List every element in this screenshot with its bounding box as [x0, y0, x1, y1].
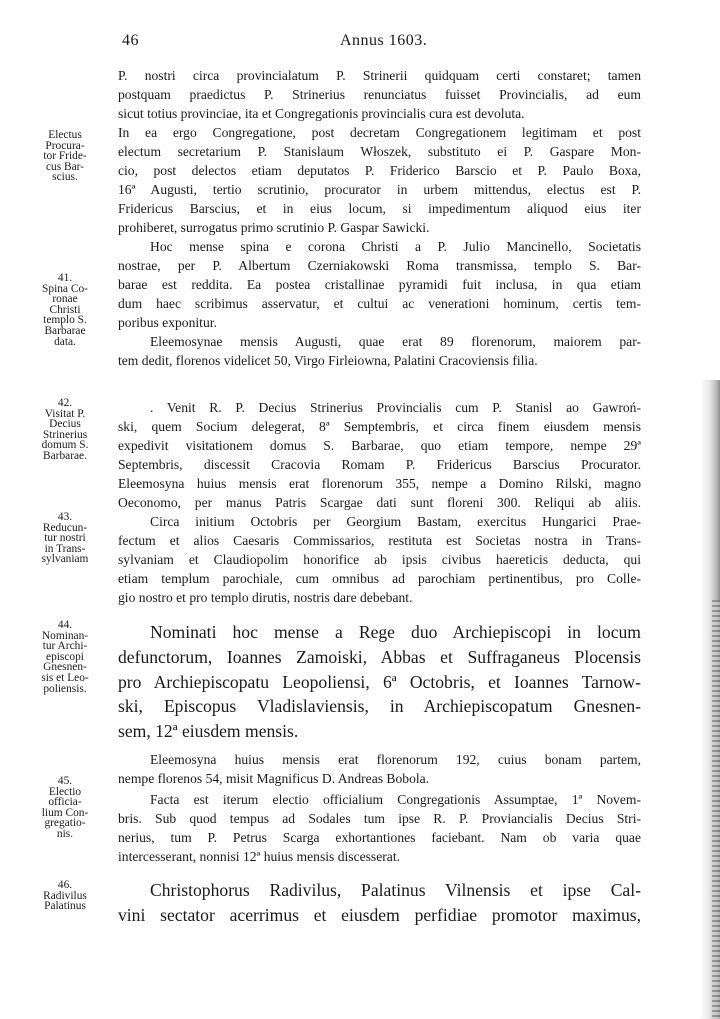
body-text	[118, 123, 641, 237]
text-line: Fridericus Barscius, et in eius locum, si impedimentum aliquod eius iter	[118, 201, 641, 216]
margin-note	[20, 776, 110, 840]
text-line: etiam templum parochiale, cum omnibus ad parochiam pertinentibus, pro Colle-	[118, 571, 641, 586]
margin-note-line: Strinerius	[42, 428, 88, 441]
margin-note-line: 44.	[57, 619, 73, 631]
text-line: P. nostri circa provincialatum P. Strinerii quidquam certi constaret; tamen	[118, 68, 641, 83]
margin-note-line: Decius	[49, 418, 81, 431]
margin-note-line: data.	[54, 335, 76, 348]
text-line: poribus exponitur.	[118, 315, 217, 330]
margin-note-line: Spina Co-	[42, 282, 88, 295]
text-line: pro Archiepiscopatu Leopoliensi, 6ª Octobris, et Ioannes Tarnow-	[118, 671, 641, 692]
body-text	[118, 398, 641, 512]
margin-note-line: Christi	[49, 303, 81, 316]
margin-note-line: Electio	[48, 785, 82, 798]
body-text	[118, 790, 641, 866]
margin-note-line: templo S.	[43, 314, 87, 327]
text-line: Eleemosyna huius mensis erat florenorum 355, nempe a Domino Rilski, magno	[118, 476, 641, 491]
margin-note	[20, 273, 110, 347]
margin-note-line: 41.	[57, 272, 73, 284]
text-line: dum haec scribimus asservatur, et cultui ac venerationi hominum, certis tem-	[118, 296, 641, 311]
text-line: Eleemosyna huius mensis erat florenorum 192, cuius bonam partem,	[150, 752, 641, 767]
body-text	[118, 237, 641, 370]
text-line: intercesserant, nonnisi 12ª huius mensis discesserat.	[118, 849, 400, 864]
text-line: nempe florenos 54, misit Magnificus D. Andreas Bobola.	[118, 771, 430, 786]
margin-note-line: 45.	[57, 775, 73, 787]
text-line: Hoc mense spina e corona Christi a P. Julio Mancinello, Societatis	[150, 239, 641, 254]
margin-note-line: Palatinus	[44, 900, 86, 913]
margin-note-line: Barbarae.	[43, 449, 87, 462]
margin-note-line: Procura-	[45, 139, 85, 152]
body-text	[118, 620, 641, 744]
text-line: sylvaniam et Claudiopolim honorifice ab ipsis civibus haereticis deducta, qui	[118, 552, 641, 567]
margin-note-line: domum S.	[41, 439, 89, 452]
text-line: tem dedit, florenos videlicet 50, Virgo Firleiowna, Palatini Cracoviensis filia.	[118, 353, 538, 368]
running-title: Annus 1603.	[340, 32, 428, 49]
margin-note-line: nis.	[56, 827, 74, 840]
text-line: expedivit visitationem domus S. Barbarae, quo etiam tempore, nempe 29ª	[118, 438, 641, 453]
text-line: Septembris, discessit Cracovia Romam P. Fridericus Barscius Procurator.	[118, 457, 641, 472]
text-line: Oeconomo, per manus Patris Scargae dati sunt floreni 300. Reliqui ab aliis.	[118, 495, 641, 510]
text-line: . Venit R. P. Decius Strinerius Provincialis cum P. Stanisl ao Gawroń-	[150, 400, 641, 415]
margin-note-line: 43.	[57, 511, 73, 523]
margin-note-line: sylvaniam	[41, 553, 89, 566]
body-text	[118, 66, 641, 123]
margin-note-line: tur Archi-	[42, 640, 88, 653]
page-edge-stack	[712, 600, 720, 1019]
page-number: 46	[122, 32, 139, 49]
text-line: sicut totius provinciae, ita et Congregationis provincialis cura est devoluta.	[118, 106, 525, 121]
margin-note-line: Radivilus	[43, 889, 87, 902]
margin-note-line: Electus	[48, 129, 82, 141]
margin-note-line: tur nostri	[44, 532, 86, 545]
text-line: bris. Sub quod tempus ad Sodales tum ipse R. P. Proviancialis Decius Stri-	[118, 811, 641, 826]
text-line: Circa initium Octobris per Georgium Bastam, exercitus Hungarici Prae-	[150, 514, 641, 529]
text-line: Facta est iterum electio officialium Congregationis Assumptae, 1ª Novem-	[150, 792, 641, 807]
body-text	[118, 750, 641, 788]
margin-note-line: Reducun-	[42, 521, 88, 534]
margin-note-line: 46.	[57, 879, 73, 891]
margin-note-line: Nominan-	[41, 629, 89, 642]
text-line: gio nostro et pro templo dirutis, nostris dare debebant.	[118, 590, 413, 605]
page-header	[122, 32, 642, 54]
text-line: vini sectator acerrimus et eiusdem perfidiae promotor maximus,	[118, 904, 641, 925]
margin-note-line: Barbarae	[44, 324, 86, 337]
margin-note-line: scius.	[52, 171, 78, 184]
margin-note-line: gregatio-	[44, 817, 86, 830]
text-line: nerius, tum P. Petrus Scarga exhortantiones faciebant. Nam ob varia quae	[118, 830, 641, 845]
text-line: In ea ergo Congregatione, post decretam Congregationem legitimam et post	[118, 125, 641, 140]
margin-note-line: ronae	[52, 293, 78, 306]
margin-note-line: lium Con-	[41, 806, 89, 819]
margin-note	[20, 512, 110, 565]
text-line: cio, post delectos etiam deputatos P. Friderico Barscio et P. Paulo Boxa,	[118, 163, 641, 178]
margin-note-line: Visitat P.	[44, 407, 86, 420]
text-line: Christophorus Radivilus, Palatinus Vilnensis et ipse Cal-	[150, 880, 641, 900]
text-line: Eleemosynae mensis Augusti, quae erat 89 florenorum, maiorem par-	[150, 334, 641, 349]
margin-note-line: cus Bar-	[45, 160, 85, 173]
margin-note	[20, 398, 110, 462]
margin-note-line: sis et Leo-	[41, 671, 89, 684]
text-line: fectum et alios Caesaris Commissarios, restituta est Societas nostra in Trans-	[118, 533, 641, 548]
text-line: postquam praedictus P. Strinerius renunciatus fuisset Provincialis, ad eum	[118, 87, 641, 102]
text-line: sem, 12ª eiusdem mensis.	[118, 721, 299, 742]
text-line: nostrae, per P. Albertum Czerniakowski Roma transmissa, templo S. Bar-	[118, 258, 641, 273]
text-line: defunctorum, Ioannes Zamoiski, Abbas et Suffraganeus Plocensis	[118, 646, 641, 667]
margin-note	[20, 130, 110, 183]
text-line: Nominati hoc mense a Rege duo Archiepiscopi in locum	[150, 622, 641, 642]
text-line: ski, Episcopus Vladislaviensis, in Archiepiscopatum Gnesnen-	[118, 696, 641, 717]
margin-note-line: in Trans-	[44, 542, 86, 555]
margin-note-line: officia-	[48, 796, 82, 809]
text-line: ski, quem Socium delegerat, 8ª Semptembris, et circa finem eiusdem mensis	[118, 419, 641, 434]
margin-note-line: 42.	[57, 397, 73, 409]
text-line: barae est reddita. Ea postea cristallinae pyramidi fuit inclusa, in qua etiam	[118, 277, 641, 292]
margin-note-line: episcopi	[46, 650, 84, 663]
body-text	[118, 512, 641, 607]
margin-note	[20, 620, 110, 694]
margin-note-line: Gnesnen-	[43, 661, 87, 674]
body-text	[118, 878, 641, 928]
margin-note-line: poliensis.	[43, 682, 87, 695]
margin-note-line: tor Fride-	[43, 150, 87, 163]
margin-note	[20, 880, 110, 912]
text-line: prohiberet, surrogatus primo scrutinio P. Gaspar Sawicki.	[118, 220, 430, 235]
text-line: 16ª Augusti, tertio scrutinio, procurator in urbem mittendus, electus est P.	[118, 182, 641, 197]
text-line: electum secretarium P. Stanislaum Włoszek, substituto ei P. Gaspare Mon-	[118, 144, 641, 159]
